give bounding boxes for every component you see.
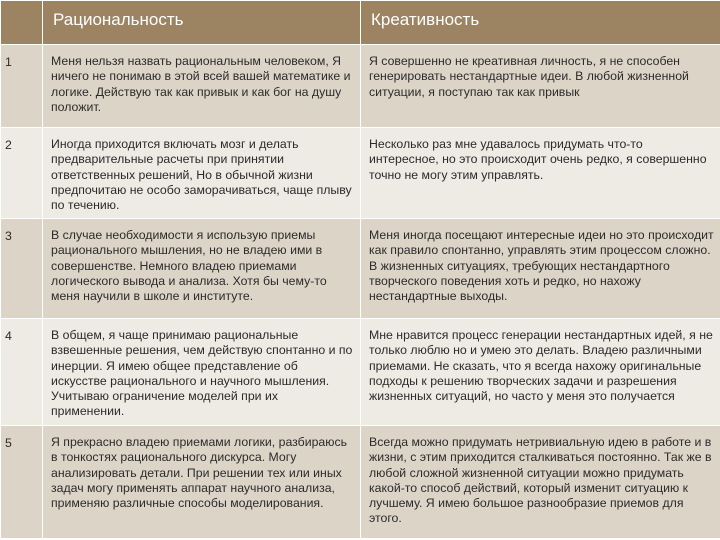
row-number: 3 xyxy=(1,219,43,319)
header-creativity: Креативность xyxy=(361,1,720,45)
row-number: 4 xyxy=(1,319,43,426)
row-number: 2 xyxy=(1,128,43,219)
table-row xyxy=(1,426,720,539)
table-row xyxy=(1,319,720,426)
creativity-cell: Мне нравится процесс генерации нестандартных идей, я не только люблю но и умею это делать. Владею различными приемами. Не сказать, что я всегда нахожу оригинальные подходы к решению творческих задачи и разрешения жизненных ситуаций, но часто у меня это получается xyxy=(361,319,720,426)
creativity-cell: Меня иногда посещают интересные идеи но это происходит как правило спонтанно, управлять этим процессом сложно. В жизненных ситуациях, требующих нестандартного творческого поведения хоть и редко, но нахожу нестандартные выходы. xyxy=(361,219,720,319)
table-row xyxy=(1,128,720,219)
header-rationality: Рациональность xyxy=(43,1,361,45)
rationality-cell: Меня нельзя назвать рациональным человеком, Я ничего не понимаю в этой всей вашей математике и логике. Действую так как привык и как бог на душу положит. xyxy=(43,45,361,128)
rationality-cell: Иногда приходится включать мозг и делать предварительные расчеты при принятии ответственных решений, Но в обычной жизни предпочитаю не особо заморачиваться, чаще плыву по течению. xyxy=(43,128,361,219)
rationality-cell: В случае необходимости я использую приемы рационального мышления, но не владею ими в совершенстве. Немного владею приемами логического вывода и анализа. Хотя бы чему-то меня научили в школе и институте. xyxy=(43,219,361,319)
header-num xyxy=(1,1,43,45)
creativity-cell: Несколько раз мне удавалось придумать что-то интересное, но это происходит очень редко, я совершенно точно не могу этим управлять. xyxy=(361,128,720,219)
table-row xyxy=(1,219,720,319)
rationality-cell: Я прекрасно владею приемами логики, разбираюсь в тонкостях рационального дискурса. Могу анализировать детали. При решении тех или иных задач могу применять аппарат научного анализа, применяю различные способы моделирования. xyxy=(43,426,361,539)
rationality-cell: В общем, я чаще принимаю рациональные взвешенные решения, чем действую спонтанно и по инерции. Я имею общее представление об искусстве рационального и научного мышления. Учитываю ограничение моделей при их применении. xyxy=(43,319,361,426)
header-row xyxy=(1,1,720,45)
row-number: 5 xyxy=(1,426,43,539)
table-row xyxy=(1,45,720,128)
row-number: 1 xyxy=(1,45,43,128)
creativity-cell: Всегда можно придумать нетривиальную идею в работе и в жизни, с этим приходится сталкиваться постоянно. Так же в любой сложной жизненной ситуации можно придумать какой-то способ действий, который изменит ситуацию к лучшему. Я имею большое разнообразие приемов для этого. xyxy=(361,426,720,539)
creativity-cell: Я совершенно не креативная личность, я не способен генерировать нестандартные идеи. В любой жизненной ситуации, я поступаю так как привык xyxy=(361,45,720,128)
